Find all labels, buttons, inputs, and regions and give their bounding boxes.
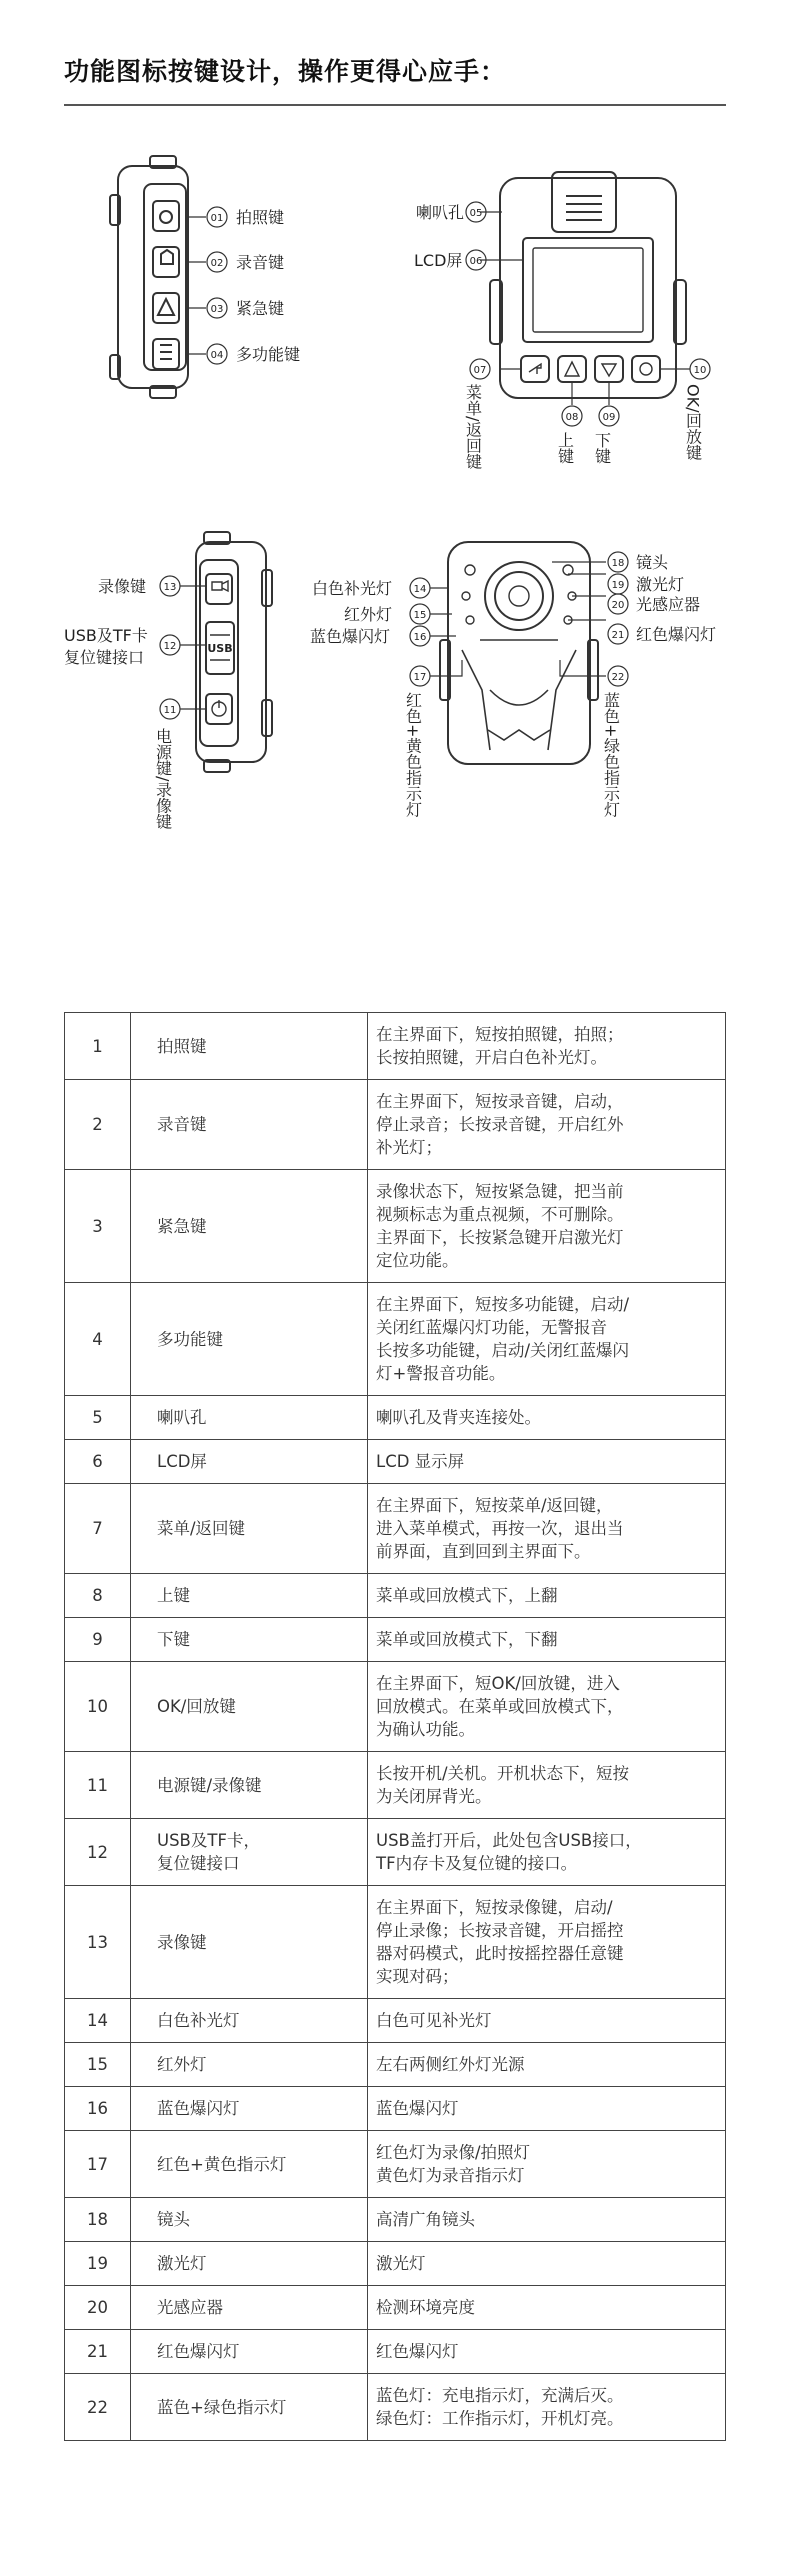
function-description bbox=[368, 1618, 726, 1662]
description-line: 蓝色爆闪灯 bbox=[376, 2099, 459, 2118]
table-row bbox=[65, 2198, 726, 2242]
function-description bbox=[368, 2131, 726, 2198]
svg-text:白色补光灯: 白色补光灯 bbox=[312, 579, 393, 598]
function-name-line: 红色爆闪灯 bbox=[157, 2342, 240, 2361]
function-name-line: 红外灯 bbox=[157, 2055, 207, 2074]
function-name bbox=[131, 1484, 368, 1574]
function-name bbox=[131, 2286, 368, 2330]
svg-text:LCD屏: LCD屏 bbox=[414, 251, 463, 270]
row-number: 3 bbox=[65, 1170, 131, 1283]
function-description bbox=[368, 1080, 726, 1170]
svg-text:06: 06 bbox=[469, 256, 483, 267]
description-line: 在主界面下，短按拍照键，拍照； bbox=[376, 1025, 624, 1044]
function-name bbox=[131, 1886, 368, 1999]
table-row bbox=[65, 2131, 726, 2198]
function-description bbox=[368, 1752, 726, 1819]
function-name-line: 下键 bbox=[157, 1630, 190, 1649]
svg-text:复位键接口: 复位键接口 bbox=[64, 648, 145, 667]
table-row bbox=[65, 1283, 726, 1396]
svg-text:蓝色+绿色指示灯: 蓝色+绿色指示灯 bbox=[601, 692, 621, 818]
description-line: 检测环境亮度 bbox=[376, 2298, 475, 2317]
svg-text:录音键: 录音键 bbox=[236, 253, 285, 272]
row-number: 9 bbox=[65, 1618, 131, 1662]
row-number: 4 bbox=[65, 1283, 131, 1396]
description-line: 蓝色灯：充电指示灯，充满后灭。 bbox=[376, 2386, 624, 2405]
function-name-line: 红色+黄色指示灯 bbox=[157, 2154, 287, 2174]
function-name-line: 上键 bbox=[157, 1586, 190, 1605]
table-row bbox=[65, 2330, 726, 2374]
side-left-callouts bbox=[207, 207, 300, 364]
function-name-line: LCD屏 bbox=[157, 1452, 207, 1471]
table-row bbox=[65, 1886, 726, 1999]
function-description bbox=[368, 1574, 726, 1618]
description-line: 在主界面下，短按菜单/返回键， bbox=[376, 1496, 613, 1515]
svg-text:17: 17 bbox=[413, 672, 427, 683]
table-row bbox=[65, 2286, 726, 2330]
svg-text:08: 08 bbox=[565, 412, 579, 423]
svg-text:11: 11 bbox=[163, 705, 177, 716]
function-name bbox=[131, 1283, 368, 1396]
row-number: 8 bbox=[65, 1574, 131, 1618]
function-description bbox=[368, 1013, 726, 1080]
row-number: 11 bbox=[65, 1752, 131, 1819]
function-description bbox=[368, 2374, 726, 2441]
back-view-callouts bbox=[414, 202, 710, 469]
table-row bbox=[65, 1752, 726, 1819]
description-line: LCD 显示屏 bbox=[376, 1452, 465, 1471]
description-line: USB盖打开后，此处包含USB接口， bbox=[376, 1831, 642, 1850]
row-number: 2 bbox=[65, 1080, 131, 1170]
function-name bbox=[131, 1752, 368, 1819]
function-name-line: 蓝色爆闪灯 bbox=[157, 2099, 240, 2118]
description-line: 器对码模式，此时按摇控器任意键 bbox=[376, 1944, 624, 1963]
front-view-callouts bbox=[310, 552, 716, 817]
svg-text:多功能键: 多功能键 bbox=[236, 345, 301, 364]
svg-text:02: 02 bbox=[210, 258, 224, 269]
svg-text:20: 20 bbox=[611, 600, 625, 611]
function-name-line: 录像键 bbox=[157, 1932, 207, 1952]
function-name bbox=[131, 1618, 368, 1662]
function-description bbox=[368, 1819, 726, 1886]
function-description bbox=[368, 1886, 726, 1999]
table-row bbox=[65, 1396, 726, 1440]
function-description bbox=[368, 1662, 726, 1752]
row-number: 17 bbox=[65, 2131, 131, 2198]
description-line: TF内存卡及复位键的接口。 bbox=[376, 1854, 578, 1873]
function-name bbox=[131, 1396, 368, 1440]
function-name-line: 多功能键 bbox=[157, 1329, 223, 1349]
product-diagram bbox=[0, 0, 790, 1000]
camera-front-view bbox=[430, 542, 606, 764]
table-row bbox=[65, 1080, 726, 1170]
function-description bbox=[368, 1999, 726, 2043]
svg-text:紧急键: 紧急键 bbox=[236, 299, 285, 318]
page-heading: 功能图标按键设计，操作更得心应手： bbox=[64, 57, 507, 86]
svg-text:激光灯: 激光灯 bbox=[636, 575, 685, 594]
description-line: 前界面，直到回到主界面下。 bbox=[376, 1542, 591, 1561]
table-row bbox=[65, 1484, 726, 1574]
function-name bbox=[131, 2131, 368, 2198]
function-name bbox=[131, 2242, 368, 2286]
description-line: 菜单或回放模式下，上翻 bbox=[376, 1586, 558, 1605]
description-line: 在主界面下，短按录像键，启动/ bbox=[376, 1898, 613, 1917]
row-number: 14 bbox=[65, 1999, 131, 2043]
row-number: 1 bbox=[65, 1013, 131, 1080]
function-name-line: 白色补光灯 bbox=[157, 2011, 240, 2030]
function-description bbox=[368, 1283, 726, 1396]
svg-text:红外灯: 红外灯 bbox=[344, 605, 393, 624]
function-description bbox=[368, 2043, 726, 2087]
function-description bbox=[368, 1396, 726, 1440]
svg-text:喇叭孔: 喇叭孔 bbox=[416, 203, 465, 222]
svg-text:04: 04 bbox=[210, 350, 224, 361]
function-name bbox=[131, 2087, 368, 2131]
svg-text:录像键: 录像键 bbox=[98, 577, 147, 596]
function-description bbox=[368, 2286, 726, 2330]
svg-text:光感应器: 光感应器 bbox=[636, 595, 701, 614]
description-line: 在主界面下，短按多功能键，启动/ bbox=[376, 1295, 630, 1314]
row-number: 6 bbox=[65, 1440, 131, 1484]
description-line: 定位功能。 bbox=[376, 1251, 459, 1270]
svg-text:菜单/返回键: 菜单/返回键 bbox=[463, 384, 483, 470]
svg-text:22: 22 bbox=[611, 672, 625, 683]
function-name-line: 喇叭孔 bbox=[157, 1408, 207, 1427]
svg-text:下键: 下键 bbox=[592, 432, 612, 464]
function-description bbox=[368, 1170, 726, 1283]
description-line: 视频标志为重点视频，不可删除。 bbox=[376, 1205, 624, 1224]
description-line: 补光灯； bbox=[376, 1138, 442, 1157]
description-line: 主界面下，长按紧急键开启激光灯 bbox=[376, 1228, 624, 1247]
function-name-line: 电源键/录像键 bbox=[157, 1775, 262, 1795]
description-line: 红色灯为录像/拍照灯 bbox=[376, 2143, 531, 2162]
function-name bbox=[131, 1080, 368, 1170]
svg-text:红色+黄色指示灯: 红色+黄色指示灯 bbox=[403, 692, 423, 818]
function-name-line: 复位键接口 bbox=[157, 1854, 240, 1873]
description-line: 长按拍照键，开启白色补光灯。 bbox=[376, 1048, 607, 1067]
row-number: 16 bbox=[65, 2087, 131, 2131]
function-description bbox=[368, 1440, 726, 1484]
table-row bbox=[65, 1999, 726, 2043]
table-row bbox=[65, 1618, 726, 1662]
description-line: 高清广角镜头 bbox=[376, 2210, 475, 2229]
description-line: 回放模式。在菜单或回放模式下， bbox=[376, 1697, 624, 1716]
row-number: 21 bbox=[65, 2330, 131, 2374]
description-line: 关闭红蓝爆闪灯功能，无警报音 bbox=[376, 1318, 607, 1337]
function-name-line: 拍照键 bbox=[157, 1036, 207, 1056]
description-line: 白色可见补光灯 bbox=[376, 2011, 492, 2030]
svg-text:USB及TF卡: USB及TF卡 bbox=[64, 626, 148, 645]
row-number: 15 bbox=[65, 2043, 131, 2087]
table-row bbox=[65, 1013, 726, 1080]
camera-side-view-left bbox=[110, 156, 206, 398]
description-line: 停止录音；长按录音键，开启红外 bbox=[376, 1115, 624, 1134]
svg-text:21: 21 bbox=[611, 630, 625, 641]
function-description bbox=[368, 2330, 726, 2374]
svg-text:OK/回放键: OK/回放键 bbox=[683, 384, 703, 461]
svg-text:USB: USB bbox=[207, 642, 233, 655]
svg-text:19: 19 bbox=[611, 580, 625, 591]
row-number: 22 bbox=[65, 2374, 131, 2441]
svg-text:13: 13 bbox=[163, 582, 177, 593]
description-line: 绿色灯：工作指示灯，开机灯亮。 bbox=[376, 2409, 624, 2428]
svg-text:18: 18 bbox=[611, 558, 625, 569]
svg-text:09: 09 bbox=[602, 412, 616, 423]
row-number: 10 bbox=[65, 1662, 131, 1752]
function-description bbox=[368, 2087, 726, 2131]
description-line: 喇叭孔及背夹连接处。 bbox=[376, 1408, 541, 1427]
function-name bbox=[131, 2043, 368, 2087]
row-number: 12 bbox=[65, 1819, 131, 1886]
svg-text:12: 12 bbox=[163, 641, 177, 652]
description-line: 为确认功能。 bbox=[376, 1720, 475, 1739]
function-description bbox=[368, 2242, 726, 2286]
function-name-line: 录音键 bbox=[157, 1115, 207, 1134]
svg-text:16: 16 bbox=[413, 632, 427, 643]
function-description bbox=[368, 1484, 726, 1574]
description-line: 录像状态下，短按紧急键，把当前 bbox=[376, 1182, 624, 1201]
svg-text:红色爆闪灯: 红色爆闪灯 bbox=[636, 625, 717, 644]
description-line: 黄色灯为录音指示灯 bbox=[376, 2166, 525, 2185]
table-row bbox=[65, 1819, 726, 1886]
description-line: 长按开机/关机。开机状态下，短按 bbox=[376, 1764, 630, 1783]
function-table bbox=[64, 1012, 726, 2441]
table-row bbox=[65, 1662, 726, 1752]
description-line: 左右两侧红外灯光源 bbox=[376, 2055, 525, 2074]
description-line: 在主界面下，短OK/回放键，进入 bbox=[376, 1674, 620, 1693]
svg-text:14: 14 bbox=[413, 584, 427, 595]
row-number: 5 bbox=[65, 1396, 131, 1440]
row-number: 13 bbox=[65, 1886, 131, 1999]
table-row bbox=[65, 1574, 726, 1618]
table-row bbox=[65, 2242, 726, 2286]
svg-text:拍照键: 拍照键 bbox=[236, 208, 285, 227]
function-name-line: 蓝色+绿色指示灯 bbox=[157, 2397, 287, 2417]
function-name bbox=[131, 1170, 368, 1283]
description-line: 菜单或回放模式下，下翻 bbox=[376, 1630, 558, 1649]
function-name bbox=[131, 1013, 368, 1080]
function-name-line: 镜头 bbox=[157, 2210, 190, 2229]
description-line: 激光灯 bbox=[376, 2254, 426, 2273]
svg-text:01: 01 bbox=[210, 213, 224, 224]
description-line: 在主界面下，短按录音键，启动， bbox=[376, 1092, 624, 1111]
function-description bbox=[368, 2198, 726, 2242]
function-name bbox=[131, 1999, 368, 2043]
description-line: 红色爆闪灯 bbox=[376, 2342, 459, 2361]
svg-text:03: 03 bbox=[210, 304, 224, 315]
description-line: 灯+警报音功能。 bbox=[376, 1364, 506, 1383]
function-name-line: 菜单/返回键 bbox=[157, 1519, 246, 1538]
function-name bbox=[131, 1819, 368, 1886]
svg-text:10: 10 bbox=[693, 365, 707, 376]
function-name-line: 激光灯 bbox=[157, 2254, 207, 2273]
description-line: 进入菜单模式，再按一次，退出当 bbox=[376, 1519, 624, 1538]
function-name bbox=[131, 2330, 368, 2374]
description-line: 长按多功能键，启动/关闭红蓝爆闪 bbox=[376, 1341, 630, 1360]
svg-text:07: 07 bbox=[473, 365, 487, 376]
row-number: 7 bbox=[65, 1484, 131, 1574]
function-name-line: 紧急键 bbox=[157, 1216, 207, 1236]
function-name-line: 光感应器 bbox=[157, 2298, 223, 2317]
table-row bbox=[65, 1440, 726, 1484]
svg-text:05: 05 bbox=[469, 208, 483, 219]
svg-text:15: 15 bbox=[413, 610, 427, 621]
svg-text:镜头: 镜头 bbox=[636, 553, 669, 572]
table-row bbox=[65, 2087, 726, 2131]
table-row bbox=[65, 1170, 726, 1283]
description-line: 实现对码； bbox=[376, 1967, 459, 1986]
function-name-line: USB及TF卡， bbox=[157, 1831, 260, 1850]
function-name bbox=[131, 1440, 368, 1484]
row-number: 18 bbox=[65, 2198, 131, 2242]
function-name bbox=[131, 1574, 368, 1618]
svg-text:上键: 上键 bbox=[555, 432, 575, 464]
function-name bbox=[131, 2198, 368, 2242]
function-name bbox=[131, 1662, 368, 1752]
function-name-line: OK/回放键 bbox=[157, 1697, 236, 1716]
description-line: 为关闭屏背光。 bbox=[376, 1787, 492, 1806]
svg-text:蓝色爆闪灯: 蓝色爆闪灯 bbox=[310, 627, 391, 646]
side-right-callouts bbox=[64, 576, 233, 829]
svg-text:电源键/录像键: 电源键/录像键 bbox=[153, 728, 173, 830]
function-name bbox=[131, 2374, 368, 2441]
camera-back-view bbox=[480, 172, 690, 405]
row-number: 19 bbox=[65, 2242, 131, 2286]
table-row bbox=[65, 2374, 726, 2441]
table-row bbox=[65, 2043, 726, 2087]
row-number: 20 bbox=[65, 2286, 131, 2330]
description-line: 停止录像；长按录音键，开启摇控 bbox=[376, 1921, 624, 1940]
